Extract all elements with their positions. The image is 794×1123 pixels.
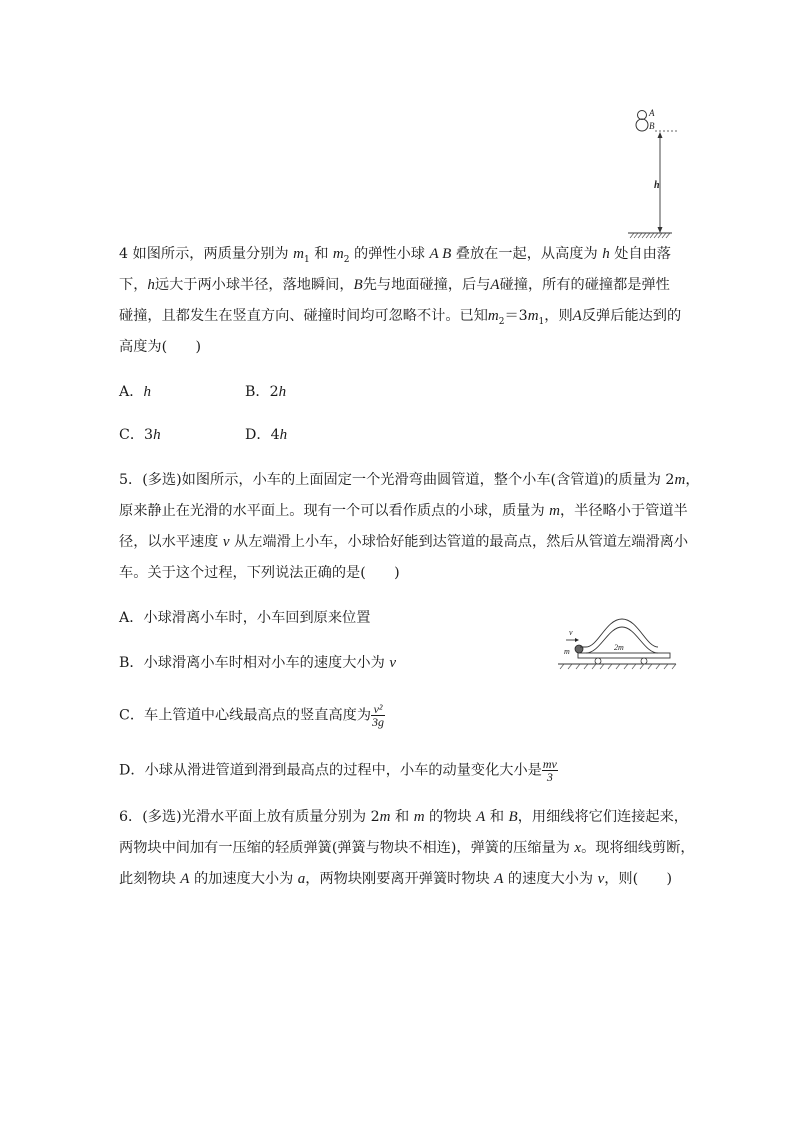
cart-figure bbox=[558, 613, 678, 673]
q4-option-a: A．h bbox=[119, 384, 151, 400]
ball-a bbox=[638, 111, 647, 120]
q5-option-b: B．小球滑离小车时相对小车的速度大小为 v bbox=[119, 655, 396, 671]
drop-figure bbox=[620, 104, 682, 240]
q4-number: 4 bbox=[119, 246, 129, 262]
ball-b bbox=[636, 119, 648, 131]
q5-line-4: 车。关于这个过程，下列说法正确的是( ) bbox=[119, 565, 400, 581]
ground-hatching bbox=[630, 233, 670, 238]
q5-line-1: 5．(多选)如图所示，小车的上面固定一个光滑弯曲圆管道，整个小车(含管道)的质量为 2m， bbox=[119, 472, 700, 488]
wheel-left bbox=[595, 658, 601, 664]
fraction-mv-over-3: $\frac{mv}{3}$ bbox=[542, 757, 557, 784]
q5-option-d: D．小球从滑进管道到滑到最高点的过程中，小车的动量变化大小是 $\frac{mv}{3}$ bbox=[119, 757, 557, 784]
q6-line-1: 6．(多选)光滑水平面上放有质量分别为 2m 和 m 的物块 A 和 B，用细线将它们连接起来， bbox=[119, 809, 688, 825]
height-label: h bbox=[654, 180, 660, 191]
q4-line-1: 4 如图所示，两质量分别为 $m_1$ 和 $m_2$ 的弹性小球 A B 叠放在一起，从高度为 h 处自由落 bbox=[119, 246, 671, 265]
q6-line-2: 两物块中间加有一压缩的轻质弹簧(弹簧与物块不相连)，弹簧的压缩量为 x。现将细线剪断， bbox=[119, 840, 695, 856]
q5-option-c: C．车上管道中心线最高点的竖直高度为 $\frac{\text{v²}}{3g}$ bbox=[119, 702, 385, 729]
q5-option-a: A．小球滑离小车时，小车回到原来位置 bbox=[119, 610, 371, 626]
q6-line-3: 此刻物块 A 的加速度大小为 a，两物块刚要离开弹簧时物块 A 的速度大小为 v，则( ) bbox=[119, 871, 673, 887]
fraction-v2-over-3g: $\frac{\text{v²}}{3g}$ bbox=[372, 702, 385, 729]
q5-line-2: 原来静止在光滑的水平面上。现有一个可以看作质点的小球，质量为 m，半径略小于管道半 bbox=[119, 503, 688, 519]
ball-mass-label: m bbox=[564, 647, 570, 656]
ball-b-label: B bbox=[649, 121, 655, 131]
cart-body bbox=[578, 653, 670, 658]
q4-line-4: 高度为( ) bbox=[119, 339, 202, 355]
q4-line-2: 下，h远大于两小球半径，落地瞬间，B先与地面碰撞，后与A碰撞，所有的碰撞都是弹性 bbox=[119, 277, 670, 293]
q4-option-b: B．2h bbox=[245, 384, 287, 400]
arrow-head-down bbox=[658, 227, 663, 233]
velocity-label: v bbox=[569, 628, 573, 637]
cart-mass-label: 2m bbox=[614, 643, 624, 652]
q4-option-d: D．4h bbox=[245, 427, 288, 443]
q4-line-3: 碰撞，且都发生在竖直方向、碰撞时间均可忽略不计。已知$m_2=3m_1$，则A反弹后能达到的 bbox=[119, 308, 682, 327]
arrow-head-up bbox=[658, 132, 663, 138]
velocity-arrow-head bbox=[575, 638, 579, 642]
small-ball bbox=[575, 645, 583, 653]
q4-option-c: C．3h bbox=[119, 427, 161, 443]
floor-hatching bbox=[560, 664, 676, 669]
wheel-right bbox=[641, 658, 647, 664]
q5-line-3: 径，以水平速度 v 从左端滑上小车，小球恰好能到达管道的最高点，然后从管道左端滑离小 bbox=[119, 534, 689, 550]
ball-a-label: A bbox=[649, 108, 655, 118]
